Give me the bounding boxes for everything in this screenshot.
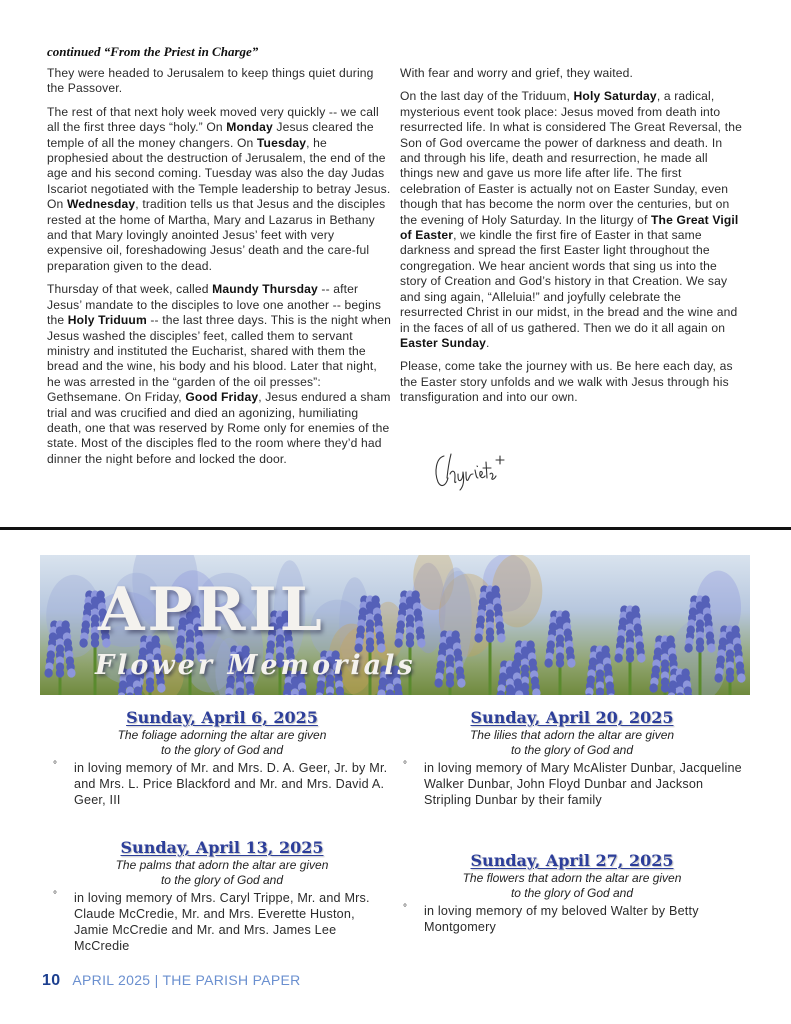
- memorial-date: Sunday, April 13, 2025: [120, 838, 324, 857]
- memorial-text: ° in loving memory of Mr. and Mrs. D. A. Geer, Jr. by Mr. and Mrs. L. Price Blackford and Mr. and Mrs. David A. Geer, III: [53, 760, 388, 807]
- article-paragraph: With fear and worry and grief, they waited.: [400, 66, 633, 80]
- memorial-intro: The lilies that adorn the altar are given to the glory of God and: [469, 728, 675, 757]
- memorial-date: Sunday, April 20, 2025: [470, 708, 674, 727]
- bullet-icon: °: [403, 760, 408, 771]
- bullet-icon: °: [53, 890, 58, 901]
- section-divider: [0, 527, 791, 530]
- article-paragraph: The rest of that next holy week moved very quickly -- we call all the first three days “holy.” On Monday Jesus cleared the temple of all the money changers. On Tuesday, he prophesied about the destruction of Jerusalem, the end of the age and his second coming. Tuesday was also the day Judas Iscariot negotiated with the Temple leadership to betray Jesus. On Wednesday, tradition tells us that Jesus and the disciples rested at the home of Martha, Mary and Lazarus in Bethany and that Mary lovingly anointed Jesus’ feet with very expensive oil, foreshadowing Jesus’ death and the care-ful preparation given to the dead.: [47, 104, 391, 273]
- article-right-column: [400, 66, 744, 414]
- article-paragraph: They were headed to Jerusalem to keep things quiet during the Passover.: [47, 66, 374, 96]
- article-heading: continued “From the Priest in Charge”: [47, 44, 259, 59]
- memorial-text: ° in loving memory of Mary McAlister Dunbar, Jacqueline Walker Dunbar, John Floyd Dunbar and Jackson Stripling Dunbar by their family: [403, 760, 742, 807]
- memorial-text: ° in loving memory of Mrs. Caryl Trippe, Mr. and Mrs. Claude McCredie, Mr. and Mrs. Everette Huston, Jamie McCredie and Mr. and Mrs. James Lee McCredie: [53, 890, 370, 953]
- memorial-intro: The foliage adorning the altar are given to the glory of God and: [117, 728, 327, 757]
- memorial-date: Sunday, April 6, 2025: [126, 708, 318, 727]
- page-footer: [42, 972, 301, 990]
- article-left-column: [47, 66, 391, 475]
- memorial-april-13: [52, 838, 392, 954]
- bullet-icon: °: [53, 760, 58, 771]
- footer-text: APRIL 2025 | THE PARISH PAPER: [72, 972, 301, 988]
- flower-memorials-banner: [40, 555, 750, 695]
- memorial-text: ° in loving memory of my beloved Walter by Betty Montgomery: [403, 903, 699, 934]
- memorial-april-6: [52, 708, 392, 808]
- memorial-april-20: [402, 708, 742, 808]
- memorial-date: Sunday, April 27, 2025: [470, 851, 674, 870]
- memorial-april-27: [402, 851, 742, 935]
- memorial-intro: The flowers that adorn the altar are given to the glory of God and: [462, 871, 682, 900]
- signature: [430, 448, 520, 492]
- banner-subtitle: Flower Memorials: [95, 650, 416, 681]
- banner-title: APRIL: [98, 575, 325, 645]
- article-paragraph: Please, come take the journey with us. Be here each day, as the Easter story unfolds and we walk with Jesus through his transfiguration and into our own.: [400, 359, 733, 405]
- memorial-intro: The palms that adorn the altar are given to the glory of God and: [115, 858, 329, 887]
- page-number: 10: [42, 972, 61, 989]
- article-paragraph: Thursday of that week, called Maundy Thursday -- after Jesus’ mandate to the disciples to love one another -- begins the Holy Triduum -- the last three days. This is the night when Jesus washed the disciples’ feet, called them to servant ministry and instituted the Eucharist, shared with them the bread and the wine, his body and his blood. Later that night, he was arrested in the “garden of the oil presses”: Gethsemane. On Friday, Good Friday, Jesus endured a sham trial and was crucified and died an agonizing, humiliating death, one that was reserved by Rome only for enemies of the state. Most of the disciples fled to the room where they’d had dinner the night before and locked the door.: [47, 282, 391, 466]
- bullet-icon: °: [403, 903, 408, 914]
- article-paragraph: On the last day of the Triduum, Holy Saturday, a radical, mysterious event took place: Jesus moved from death into resurrected life. In what is considered The Great Reversal, the Son of God overcame the power of darkness and death. In and through his life, death and resurrection, he made all things new and gave us more life after life. The first celebration of Easter is actually not on Easter Sunday, even though that has become the norm over the centuries, but on the evening of Holy Saturday. In the liturgy of The Great Vigil of Easter, we kindle the first fire of Easter in that same darkness and spread the first Easter light throughout the congregation. We hear ancient words that sing us into the story of Creation and God’s history in that Creation. We say and sing again, “Alleluia!” and joyfully celebrate the resurrected Christ in our midst, in the bread and the wine and in the faces of all of us gathered. Then we do it all again on Easter Sunday.: [400, 89, 742, 350]
